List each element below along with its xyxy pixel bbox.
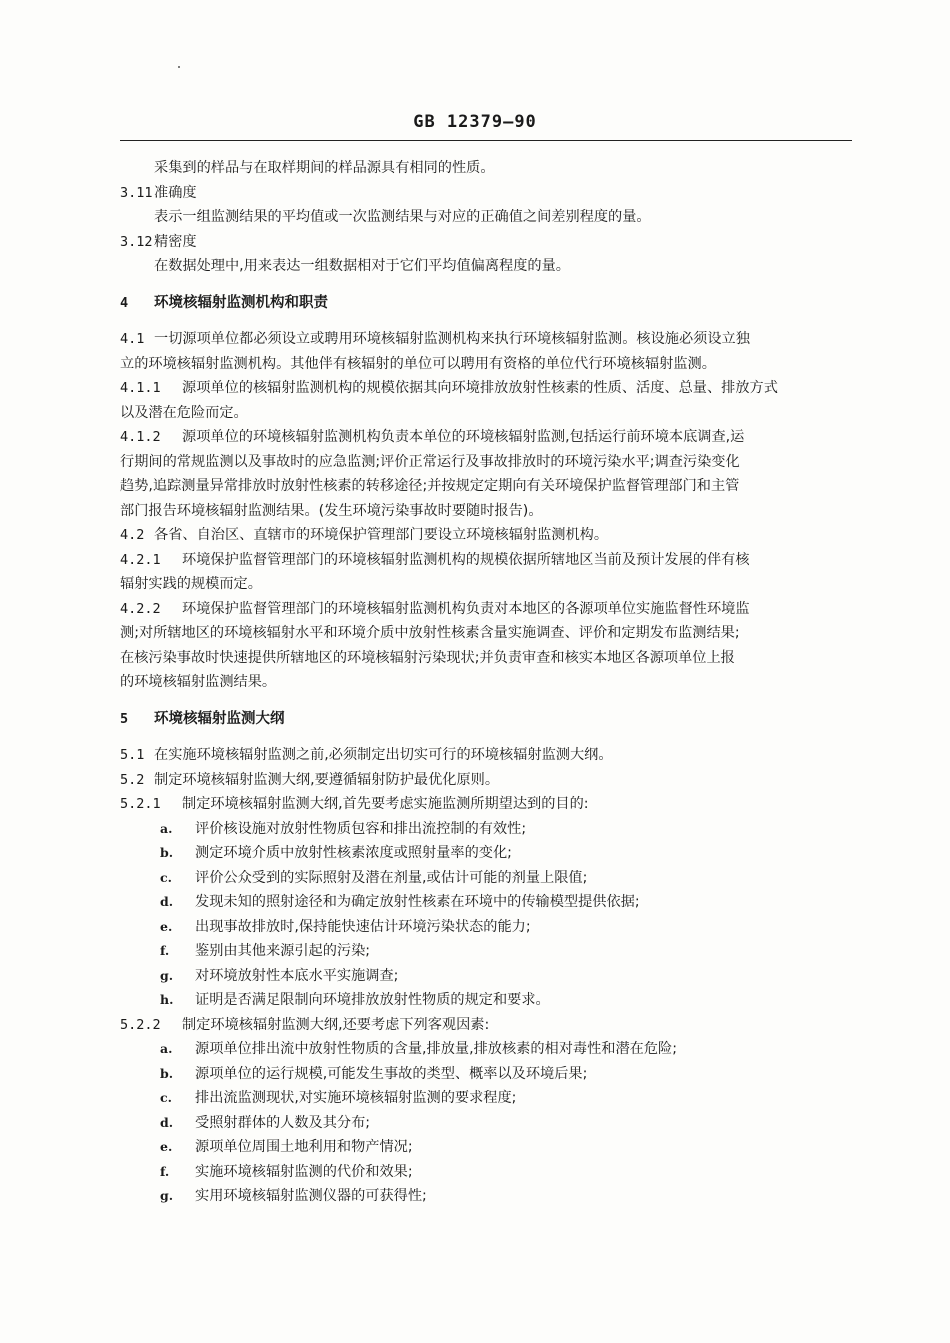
scan-speck: [178, 66, 180, 68]
clause-5-2: [120, 768, 858, 793]
standard-code-header: GB 12379—90: [413, 112, 537, 132]
list-item: [120, 939, 858, 964]
clause-4-1: [120, 327, 858, 376]
list-letter: b.: [160, 1065, 174, 1081]
clause-4-1-1: [120, 376, 858, 425]
list-letter: c.: [160, 869, 172, 885]
list-item: [120, 1062, 858, 1087]
clause-number: 4.1.2: [120, 429, 161, 445]
clause-text: 在实施环境核辐射监测之前,必须制定出切实可行的环境核辐射监测大纲。: [154, 747, 613, 763]
list-item: [120, 1135, 858, 1160]
list-letter: h.: [160, 992, 174, 1007]
clause-text: 立的环境核辐射监测机构。其他伴有核辐射的单位可以聘用有资格的单位代行环境核辐射监测。: [120, 355, 716, 372]
list-text: 出现事故排放时,保持能快速估计环境污染状态的能力;: [195, 918, 531, 935]
list-text: 排出流监测现状,对实施环境核辐射监测的要求程度;: [195, 1090, 517, 1106]
section-title-text: 环境核辐射监测大纲: [154, 710, 285, 727]
section-4-title: [120, 291, 858, 316]
list-text: 受照射群体的人数及其分布;: [195, 1114, 371, 1131]
list-item: [120, 964, 858, 989]
clause-4-2-2: [120, 597, 858, 695]
list-item: [120, 1160, 858, 1185]
clause-5-1: [120, 743, 858, 768]
clause-number: 5.2.2: [120, 1016, 161, 1033]
clause-number: 4.1: [120, 331, 145, 347]
list-letter: g.: [160, 1188, 174, 1203]
clause-text: 制定环境核辐射监测大纲,还要考虑下列客观因素:: [182, 1016, 490, 1033]
list-letter: e.: [160, 1139, 173, 1154]
clause-text: 部门报告环境核辐射监测结果。(发生环境污染事故时要随时报告)。: [120, 502, 543, 519]
list-letter: g.: [160, 967, 174, 983]
clause-3-12-heading: [120, 230, 858, 255]
document-body: [120, 156, 858, 1209]
list-letter: a.: [160, 1041, 173, 1056]
clause-text: 行期间的常规监测以及事故时的应急监测;评价正常运行及事故排放时的环境污染水平;调查污染变化: [120, 453, 740, 470]
list-text: 鉴别由其他来源引起的污染;: [195, 943, 371, 959]
header-rule: [120, 140, 852, 141]
list-letter: e.: [160, 918, 173, 934]
clause-text: 各省、自治区、直辖市的环境保护管理部门要设立环境核辐射监测机构。: [154, 527, 609, 543]
list-item: [120, 1086, 858, 1111]
clause-title: 精密度: [154, 233, 197, 250]
clause-text: 制定环境核辐射监测大纲,要遵循辐射防护最优化原则。: [154, 771, 500, 788]
list-item: [120, 988, 858, 1013]
list-text: 评价公众受到的实际照射及潜在剂量,或估计可能的剂量上限值;: [195, 869, 588, 886]
list-letter: a.: [160, 820, 173, 836]
clause-number: 3.11: [120, 184, 153, 201]
list-text: 实用环境核辐射监测仪器的可获得性;: [195, 1188, 427, 1204]
section-title-text: 环境核辐射监测机构和职责: [154, 294, 328, 311]
clause-5-2-2: [120, 1013, 858, 1209]
clause-title: 准确度: [154, 184, 197, 201]
section-number: 5: [120, 710, 129, 727]
clause-3-11-text: 表示一组监测结果的平均值或一次监测结果与对应的正确值之间差别程度的量。: [154, 209, 651, 225]
list-text: 实施环境核辐射监测的代价和效果;: [195, 1163, 413, 1180]
list-text: 源项单位排出流中放射性物质的含量,排放量,排放核素的相对毒性和潜在危险;: [195, 1041, 677, 1057]
list-item: [120, 890, 858, 915]
clause-text: 辐射实践的规模而定。: [120, 576, 262, 592]
list-letter: f.: [160, 1163, 170, 1179]
list-text: 评价核设施对放射性物质包容和排出流控制的有效性;: [195, 820, 527, 837]
clause-text: 测;对所辖地区的环境核辐射水平和环境介质中放射性核素含量实施调查、评价和定期发布监测结果;: [120, 625, 740, 641]
list-item: [120, 866, 858, 891]
clause-number: 5.2: [120, 771, 145, 788]
list-letter: d.: [160, 894, 174, 909]
list-letter: d.: [160, 1114, 174, 1130]
list-letter: c.: [160, 1090, 172, 1105]
clause-number: 5.1: [120, 747, 145, 763]
list-item: [120, 1037, 858, 1062]
clause-4-2: [120, 523, 858, 548]
list-text: 测定环境介质中放射性核素浓度或照射量率的变化;: [195, 845, 512, 861]
list-text: 证明是否满足限制向环境排放放射性物质的规定和要求。: [195, 992, 550, 1008]
clause-text: 源项单位的核辐射监测机构的规模依据其向环境排放放射性核素的性质、活度、总量、排放方式: [182, 380, 778, 396]
list-item: [120, 817, 858, 842]
clause-number: 5.2.1: [120, 796, 161, 812]
list-text: 源项单位的运行规模,可能发生事故的类型、概率以及环境后果;: [195, 1065, 588, 1082]
clause-4-1-2: [120, 425, 858, 523]
list-text: 对环境放射性本底水平实施调查;: [195, 967, 399, 984]
list-item: [120, 915, 858, 940]
list-letter: f.: [160, 943, 170, 958]
clause-text: 一切源项单位都必须设立或聘用环境核辐射监测机构来执行环境核辐射监测。核设施必须设立独: [154, 331, 750, 347]
clause-4-2-1: [120, 548, 858, 597]
clause-text: 制定环境核辐射监测大纲,首先要考虑实施监测所期望达到的目的:: [182, 796, 589, 812]
list-item: [120, 841, 858, 866]
clause-3-11-heading: [120, 181, 858, 206]
section-5-title: [120, 707, 858, 732]
list-item: [120, 1184, 858, 1209]
list-text: 源项单位周围土地利用和物产情况;: [195, 1139, 413, 1155]
clause-number: 4.2.2: [120, 600, 161, 617]
section-number: 4: [120, 294, 129, 311]
clause-text: 的环境核辐射监测结果。: [120, 674, 277, 690]
clause-text: 环境保护监督管理部门的环境核辐射监测机构的规模依据所辖地区当前及预计发展的伴有核: [182, 551, 750, 568]
clause-5-2-1: [120, 792, 858, 1013]
clause-text: 趋势,追踪测量异常排放时放射性核素的转移途径;并按规定定期向有关环境保护监督管理部门和主管: [120, 478, 740, 494]
clause-3-12-text: 在数据处理中,用来表达一组数据相对于它们平均值偏离程度的量。: [154, 258, 570, 274]
list-letter: b.: [160, 845, 174, 860]
clause-number: 4.1.1: [120, 380, 161, 396]
paragraph-line: 采集到的样品与在取样期间的样品源具有相同的性质。: [154, 160, 495, 176]
clause-text: 环境保护监督管理部门的环境核辐射监测机构负责对本地区的各源项单位实施监督性环境监: [182, 600, 750, 617]
list-item: [120, 1111, 858, 1136]
clause-number: 4.2: [120, 527, 145, 543]
clause-text: 源项单位的环境核辐射监测机构负责本单位的环境核辐射监测,包括运行前环境本底调查,运: [182, 429, 745, 445]
clause-text: 在核污染事故时快速提供所辖地区的环境核辐射污染现状;并负责审查和核实本地区各源项单位上报: [120, 649, 735, 666]
clause-number: 4.2.1: [120, 551, 161, 568]
list-text: 发现未知的照射途径和为确定放射性核素在环境中的传输模型提供依据;: [195, 894, 640, 910]
clause-text: 以及潜在危险而定。: [120, 404, 248, 421]
clause-number: 3.12: [120, 233, 153, 250]
